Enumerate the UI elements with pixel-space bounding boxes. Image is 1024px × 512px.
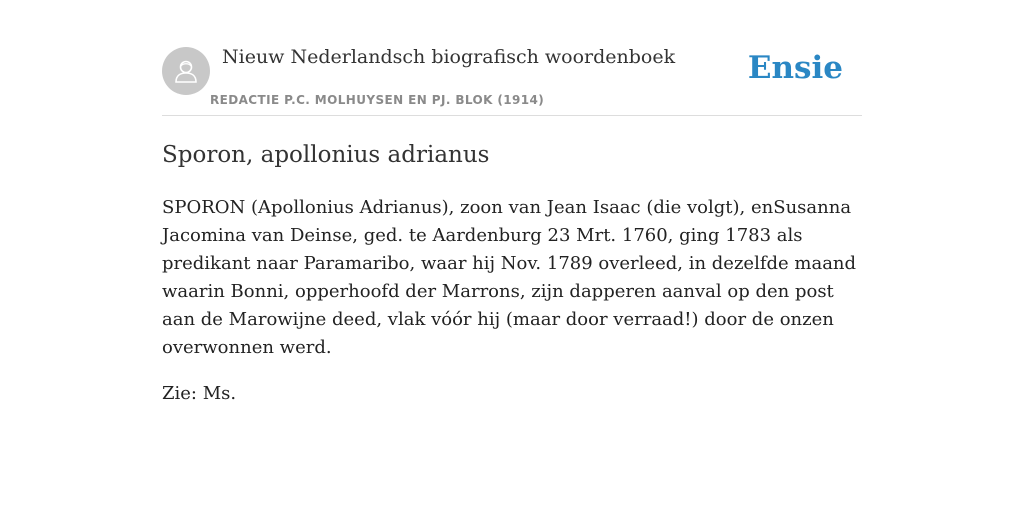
page-title: Sporon, apollonius adrianus xyxy=(162,142,490,168)
source-header xyxy=(162,40,862,116)
source-title[interactable]: Nieuw Nederlandsch biografisch woordenboek xyxy=(222,46,676,68)
avatar[interactable] xyxy=(162,47,210,95)
user-icon xyxy=(172,57,200,85)
source-editors: REDACTIE P.C. MOLHUYSEN EN PJ. BLOK (1914) xyxy=(210,93,545,107)
entry-card xyxy=(162,40,862,408)
entry-body: SPORON (Apollonius Adrianus), zoon van Jean Isaac (die volgt), enSusanna Jacomina van Deinse, ged. te Aardenburg 23 Mrt. 1760, ging 1783 als predikant naar Paramaribo, waar hij Nov. 1789 overleed, in dezelfde maand waarin Bonni, opperhoofd der Marrons, zijn dapperen aanval op den post aan de Marowijne deed, vlak vóór hij (maar door verraad!) door de onzen overwonnen werd. xyxy=(162,197,857,358)
entry-reference: Zie: Ms. xyxy=(162,383,237,404)
ensie-logo[interactable]: Ensie xyxy=(747,50,843,86)
